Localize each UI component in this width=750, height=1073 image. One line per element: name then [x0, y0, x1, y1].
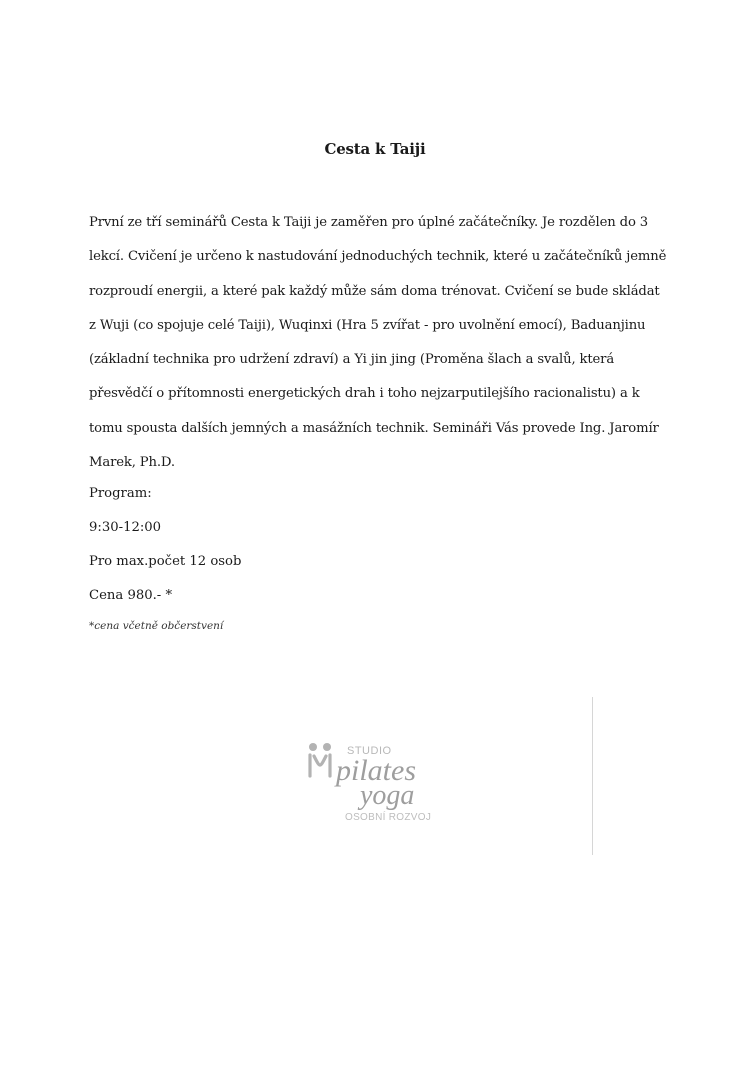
program-time: 9:30-12:00	[89, 520, 162, 535]
program-heading: Program:	[89, 486, 152, 501]
price-footnote: *cena včetně občerstvení	[89, 620, 224, 632]
logo-tagline-text: OSOBNÍ ROZVOJ	[345, 812, 432, 823]
divider-line	[592, 697, 593, 855]
figures-icon	[309, 743, 331, 776]
program-capacity: Pro max.počet 12 osob	[89, 554, 242, 569]
logo-pilates-text: pilates	[336, 754, 416, 787]
studio-logo	[300, 740, 450, 824]
program-price: Cena 980.- *	[89, 588, 173, 603]
logo-yoga-text: yoga	[360, 780, 415, 811]
program-list	[89, 482, 241, 618]
page-title: Cesta k Taiji	[324, 140, 426, 158]
body-paragraph: První ze tří seminářů Cesta k Taiji je zaměřen pro úplné začátečníky. Je rozdělen do 3 lekcí. Cvičení je určeno k nastudování jednoduchých technik, které u začátečníků jemně rozproudí energii, a které pak každý může sám doma trénovat. Cvičení se bude skládat z Wuji (co spojuje celé Taiji), Wuqinxi (Hra 5 zvířat - pro uvolnění emocí), Baduanjinu (základní technika pro udržení zdraví) a Yi jin jing (Proměna šlach a svalů, která přesvědčí o přítomnosti energetických drah i toho nejzarputilejšího racionalistu) a k tomu spousta dalších jemných a masážních technik. Semináři Vás provede Ing. Jaromír Marek, Ph.D.	[89, 215, 667, 471]
logo-studio-text: STUDIO	[347, 745, 392, 757]
